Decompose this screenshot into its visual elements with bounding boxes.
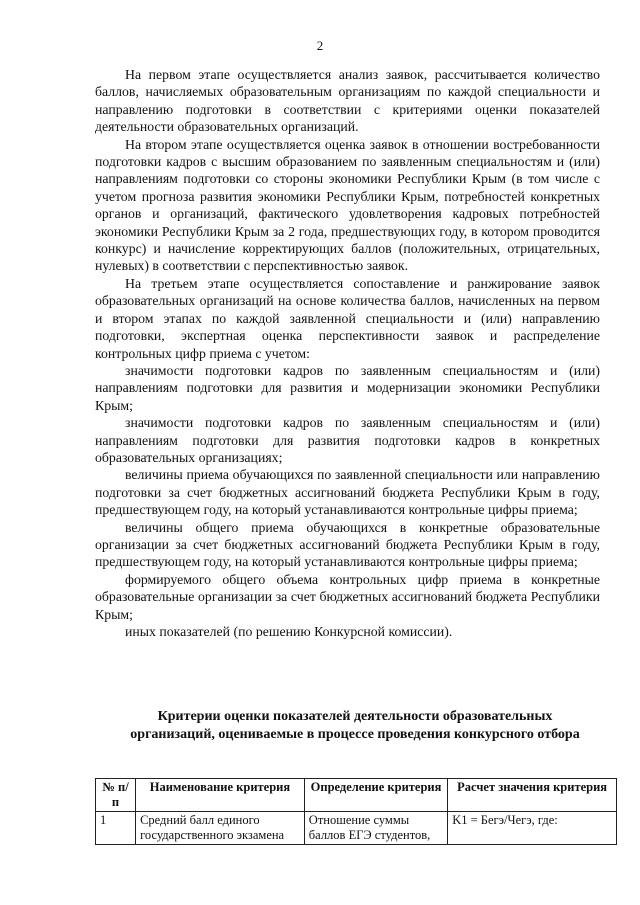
list-item-org-significance: значимости подготовки кадров по заявленным специальностям и (или) направлениям подготовки для развития подготовки кадров в конкретных образовательных организациях; (95, 415, 600, 465)
list-item-control-figures: формируемого общего объема контрольных цифр приема в конкретные образовательные организации за счет бюджетных ассигнований бюджета Республики Крым; (95, 571, 600, 622)
document-body (95, 66, 600, 640)
paragraph-stage-one: На первом этапе осуществляется анализ заявок, рассчитывается количество баллов, начисляемых образовательным организациям по каждой специальности и направлению подготовки в соответствии с критериями оценки показателей деятельности образовательных организаций. (95, 67, 600, 135)
header-criterion-definition: Определение критерия (304, 779, 447, 812)
paragraph-stage-two: На втором этапе осуществляется оценка заявок в отношении востребованности подготовки кадров с высшим образованием по заявленным специальностям и (или) направлениям подготовки со стороны экономики Республики Крым (в том числе с учетом прогноза развития экономики Республики Крым, потребностей конкретных органов и организаций, фактического удовлетворения кадровых потребностей экономики Республики Крым за 2 года, предшествующих году, в котором проводится конкурс) и начисление корректирующих баллов (положительных, отрицательных, нулевых) в соответствии с перспективностью заявок. (95, 136, 600, 274)
header-criterion-name: Наименование критерия (136, 779, 305, 812)
cell-criterion-calculation: K1 = Бегэ/Чегэ, где: (448, 812, 617, 845)
page-number: 2 (316, 38, 324, 53)
header-number: № п/п (96, 779, 136, 812)
criteria-table (95, 778, 617, 845)
cell-criterion-definition: Отношение суммы баллов ЕГЭ студентов, (304, 812, 447, 845)
list-item-total-intake: величины общего приема обучающихся в конкретные образовательные организации за счет бюджетных ассигнований бюджета Республики Крым в году, предшествующем году, на который устанавливаются контрольные цифры приема; (95, 519, 600, 570)
cell-number: 1 (96, 812, 136, 845)
list-item-other-indicators: иных показателей (по решению Конкурсной комиссии). (125, 624, 453, 639)
section-title: Критерии оценки показателей деятельности образовательных организаций, оцениваемые в процессе проведения конкурсного отбора (130, 709, 580, 742)
paragraph-stage-three: На третьем этапе осуществляется сопоставление и ранжирование заявок образовательных организаций на основе количества баллов, начисленных на первом и втором этапах по каждой заявленной специальности и (или) направлению подготовки, экспертная оценка перспективности заявок и распределение контрольных цифр приема с учетом: (95, 275, 600, 361)
list-item-specialty-intake: величины приема обучающихся по заявленной специальности или направлению подготовки за счет бюджетных ассигнований бюджета Республики Крым в году, предшествующем году, на который устанавливаются контрольные цифры приема; (95, 467, 600, 518)
cell-criterion-name: Средний балл единого государственного экзамена (136, 812, 305, 845)
list-item-economy-significance: значимости подготовки кадров по заявленным специальностям и (или) направлениям подготовки для развития и модернизации экономики Республики Крым; (95, 362, 600, 413)
header-criterion-calculation: Расчет значения критерия (448, 779, 617, 812)
table-row (96, 812, 617, 845)
table-header-row (96, 779, 617, 812)
